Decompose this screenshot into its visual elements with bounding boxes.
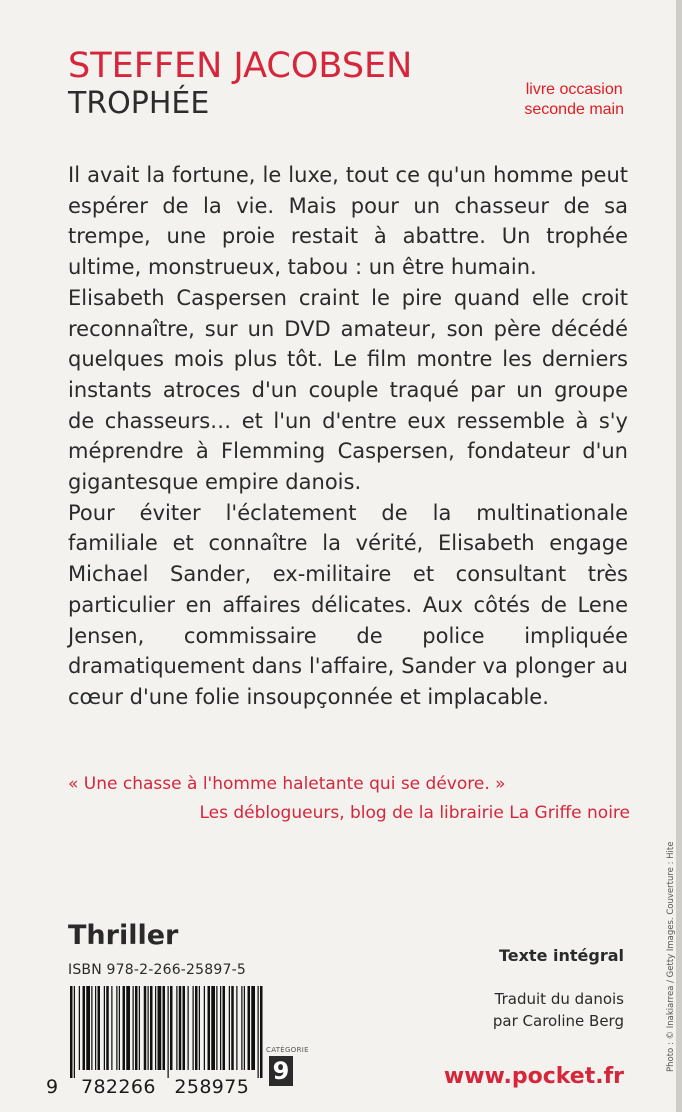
barcode-bar (163, 986, 166, 1070)
barcode-bar (139, 986, 140, 1070)
barcode-bar (223, 986, 226, 1070)
translation-line-2: par Caroline Berg (492, 1012, 624, 1030)
barcode-bar (86, 986, 90, 1070)
barcode-digits-left: 782266 (80, 1076, 156, 1098)
translation-credit (493, 988, 624, 1032)
barcode-bar (155, 986, 156, 1070)
author-name: STEFFEN JACOBSEN (68, 46, 413, 86)
barcode-bar (79, 986, 80, 1070)
barcode-bar (193, 986, 194, 1070)
barcode-bar (135, 986, 138, 1070)
quote-source: Les déblogueurs, blog de la librairie La Griffe noire (199, 803, 630, 823)
barcode-bar (258, 986, 259, 1078)
barcode-digits (46, 1076, 249, 1098)
barcode-bar (95, 986, 96, 1070)
barcode-digit-lead: 9 (46, 1076, 59, 1098)
barcode-bar (208, 986, 211, 1070)
barcode-bar (144, 986, 147, 1070)
barcode (68, 986, 264, 1078)
translation-line-1: Traduit du danois (494, 990, 624, 1008)
barcode-bar (195, 986, 198, 1070)
blurb-paragraph-2: Elisabeth Caspersen craint le pire quand elle croit reconnaître, sur un DVD amateur, son père décédé quelques mois plus tôt. Le film montre les derniers instants atroces d'un couple traqué par un groupe de chasseurs… et l'un d'entre eux ressemble à s'y méprendre à Flemming Caspersen, fondateur d'un gigantesque empire danois. (68, 285, 628, 495)
blurb-paragraph-3: Pour éviter l'éclatement de la multinationale familiale et connaître la vérité, Elisabeth engage Michael Sander, ex-militaire et consultant très particulier en affaires délicates. Aux côtés de Lene Jensen, commissaire de police impliquée dramatiquement dans l'affaire, Sander va plonger au cœur d'une folie insoupçonnée et implacable. (68, 500, 628, 709)
quote-text: « Une chasse à l'homme haletante qui se dévore. » (68, 774, 506, 794)
publisher-website: www.pocket.fr (443, 1064, 624, 1089)
blurb (68, 160, 628, 713)
sticker-line-2: seconde main (524, 101, 624, 118)
barcode-bar (241, 986, 242, 1070)
barcode-bar (229, 986, 230, 1070)
barcode-digits-right: 258975 (174, 1076, 250, 1098)
press-quote (68, 770, 630, 828)
barcode-bar (116, 986, 117, 1070)
barcode-bar (98, 986, 101, 1070)
barcode-bar (260, 986, 263, 1078)
barcode-bar (104, 986, 105, 1070)
genre-label: Thriller (68, 920, 179, 951)
barcode-bar (119, 986, 120, 1070)
barcode-bar (123, 986, 126, 1070)
category-label: CATÉGORIE (266, 1046, 309, 1054)
barcode-bar (106, 986, 109, 1070)
barcode-bar (158, 986, 162, 1070)
barcode-bar (216, 986, 217, 1070)
barcode-bar (74, 986, 75, 1078)
blurb-paragraph-1: Il avait la fortune, le luxe, tout ce qu'un homme peut espérer de la vie. Mais pour un chasseur de sa trempe, une proie restait à abattre. Un trophée ultime, monstrueux, tabou : un être humain. (68, 163, 628, 280)
barcode-bar (91, 986, 92, 1070)
used-book-sticker (524, 80, 624, 120)
barcode-bar (183, 986, 186, 1070)
barcode-bar (170, 986, 173, 1070)
photo-credit: Photo : © Inakiarrea / Getty Images. Couverture : Hite (666, 841, 676, 1072)
barcode-bar (176, 986, 177, 1070)
book-title: TROPHÉE (68, 86, 210, 121)
barcode-bar (148, 986, 149, 1070)
barcode-bar (211, 986, 215, 1070)
barcode-bar (231, 986, 234, 1070)
barcode-bar (111, 986, 112, 1070)
category-box (266, 1046, 309, 1098)
barcode-bar (199, 986, 200, 1070)
barcode-bar (251, 986, 255, 1070)
barcode-bars (68, 986, 264, 1078)
sticker-line-1: livre occasion (525, 81, 623, 98)
barcode-bar (133, 986, 134, 1070)
barcode-bar (244, 986, 245, 1070)
barcode-bar (188, 986, 189, 1070)
barcode-bar (220, 986, 221, 1070)
barcode-bar (70, 986, 73, 1078)
barcode-bar (126, 986, 130, 1070)
barcode-bar (248, 986, 251, 1070)
barcode-bar (168, 986, 169, 1078)
isbn: ISBN 978-2-266-25897-5 (68, 962, 246, 978)
barcode-bar (236, 986, 237, 1070)
barcode-bar (204, 986, 205, 1070)
category-number: 9 (269, 1056, 293, 1086)
barcode-bar (179, 986, 182, 1070)
barcode-bar (150, 986, 153, 1070)
texte-integral: Texte intégral (498, 946, 624, 965)
barcode-bar (83, 986, 86, 1070)
